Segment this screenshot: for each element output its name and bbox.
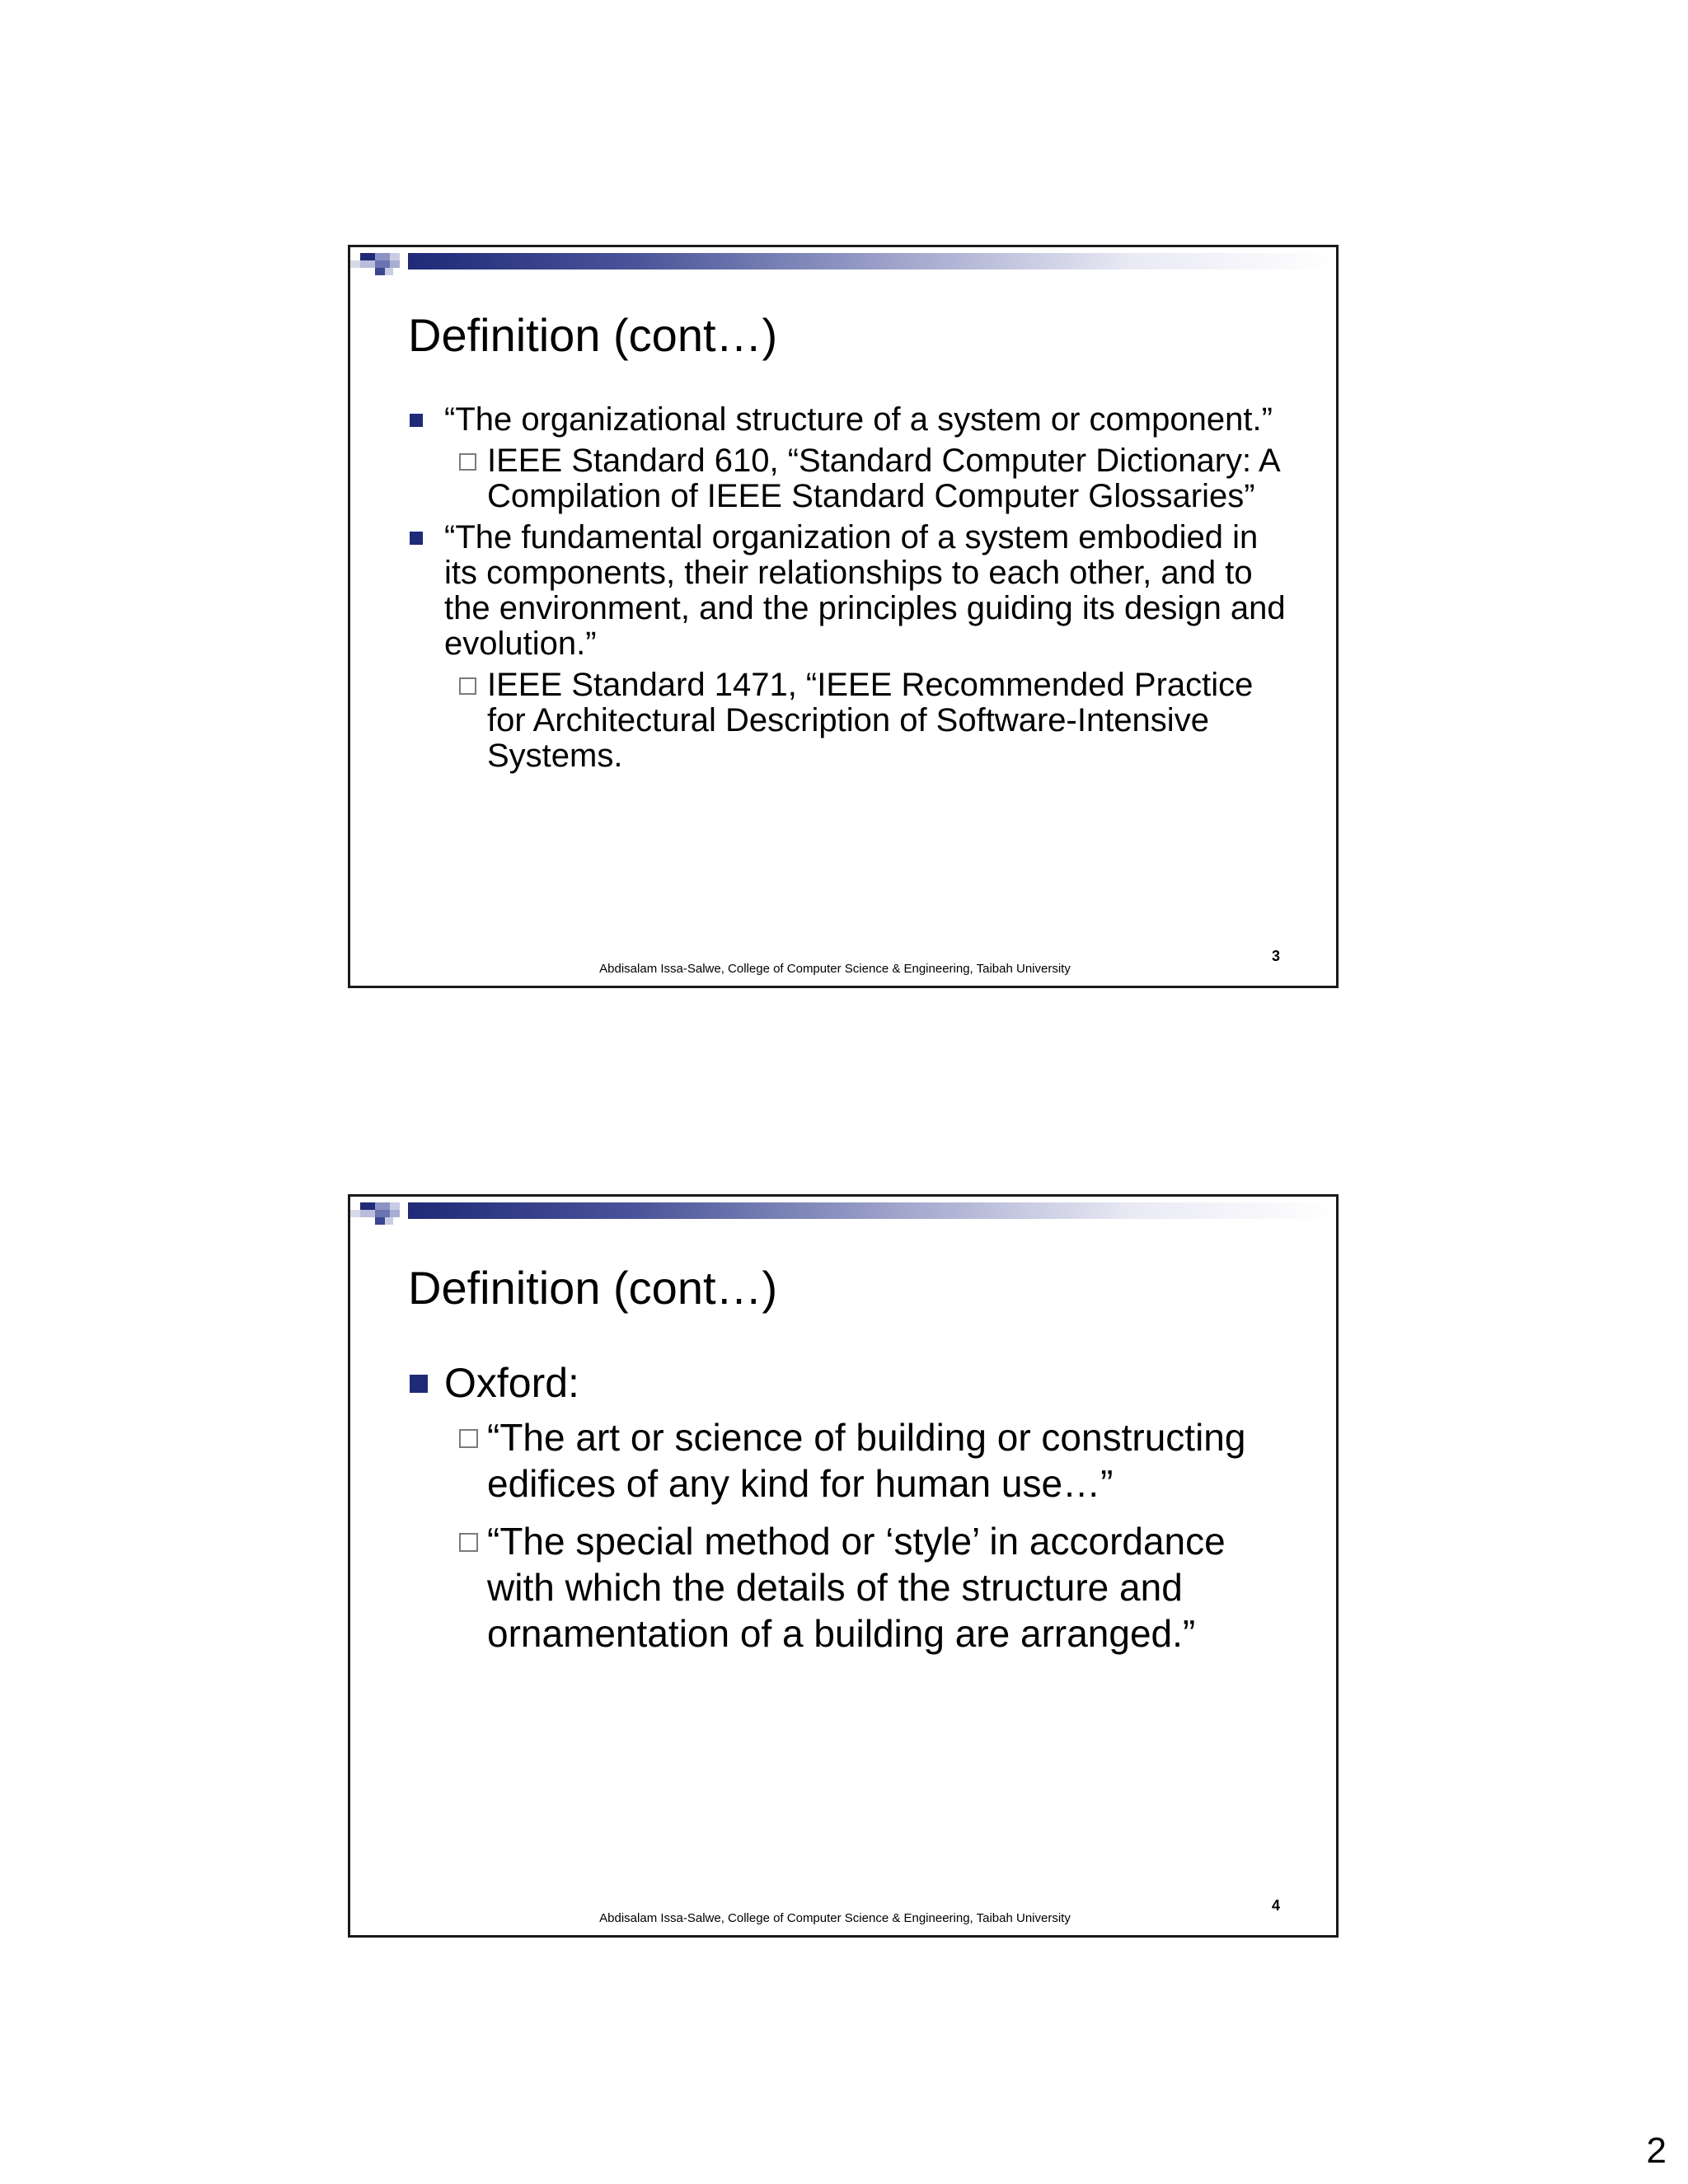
sub-bullet-text: IEEE Standard 610, “Standard Computer Dictionary: A Compilation of IEEE Standard Computer Glossaries” — [487, 443, 1279, 514]
slide-4 — [348, 1194, 1339, 1938]
list-item — [408, 1360, 1287, 1406]
footer-text: Abdisalam Issa-Salwe, College of Computer Science & Engineering, Taibah University — [599, 962, 1071, 976]
slide-number: 4 — [1271, 1897, 1280, 1914]
slide-title: Definition (cont…) — [408, 1262, 778, 1314]
bullet-text: “The fundamental organization of a system embodied in its components, their relationships to each other, and to the environment, and the principles guiding its design and evolution.” — [444, 519, 1286, 662]
hollow-square-bullet-icon — [459, 677, 476, 695]
hollow-square-bullet-icon — [459, 1429, 478, 1448]
header-decoration — [350, 1197, 1336, 1230]
bullet-text: “The organizational structure of a system or component.” — [444, 401, 1273, 438]
sub-bullet-text: “The special method or ‘style’ in accordance with which the details of the structure and ornamentation of a building are arranged.” — [487, 1520, 1226, 1655]
bullet-text: Oxford: — [444, 1360, 579, 1406]
hollow-square-bullet-icon — [459, 1533, 478, 1552]
page-number: 2 — [1646, 2130, 1667, 2171]
bullet-list — [408, 402, 1287, 774]
square-bullet-icon — [410, 414, 423, 427]
slide-footer — [350, 961, 1336, 977]
list-item — [408, 402, 1287, 438]
list-item — [408, 520, 1287, 662]
hollow-square-bullet-icon — [459, 453, 476, 471]
bullet-list — [408, 1360, 1287, 1657]
footer-text: Abdisalam Issa-Salwe, College of Computer Science & Engineering, Taibah University — [599, 1911, 1071, 1925]
sub-list-item — [408, 1518, 1287, 1657]
slide-footer — [350, 1910, 1336, 1927]
square-bullet-icon — [410, 532, 423, 545]
sub-list-item — [408, 1414, 1287, 1507]
slide-title: Definition (cont…) — [408, 309, 778, 361]
slide-3 — [348, 245, 1339, 988]
square-bullet-icon — [410, 1375, 428, 1393]
sub-bullet-text: “The art or science of building or constructing edifices of any kind for human use…” — [487, 1416, 1246, 1505]
sub-list-item — [408, 443, 1287, 514]
slide-number: 3 — [1271, 948, 1280, 964]
header-decoration — [350, 247, 1336, 280]
sub-list-item — [408, 668, 1287, 774]
sub-bullet-text: IEEE Standard 1471, “IEEE Recommended Practice for Architectural Description of Software-Intensive Systems. — [487, 667, 1254, 774]
